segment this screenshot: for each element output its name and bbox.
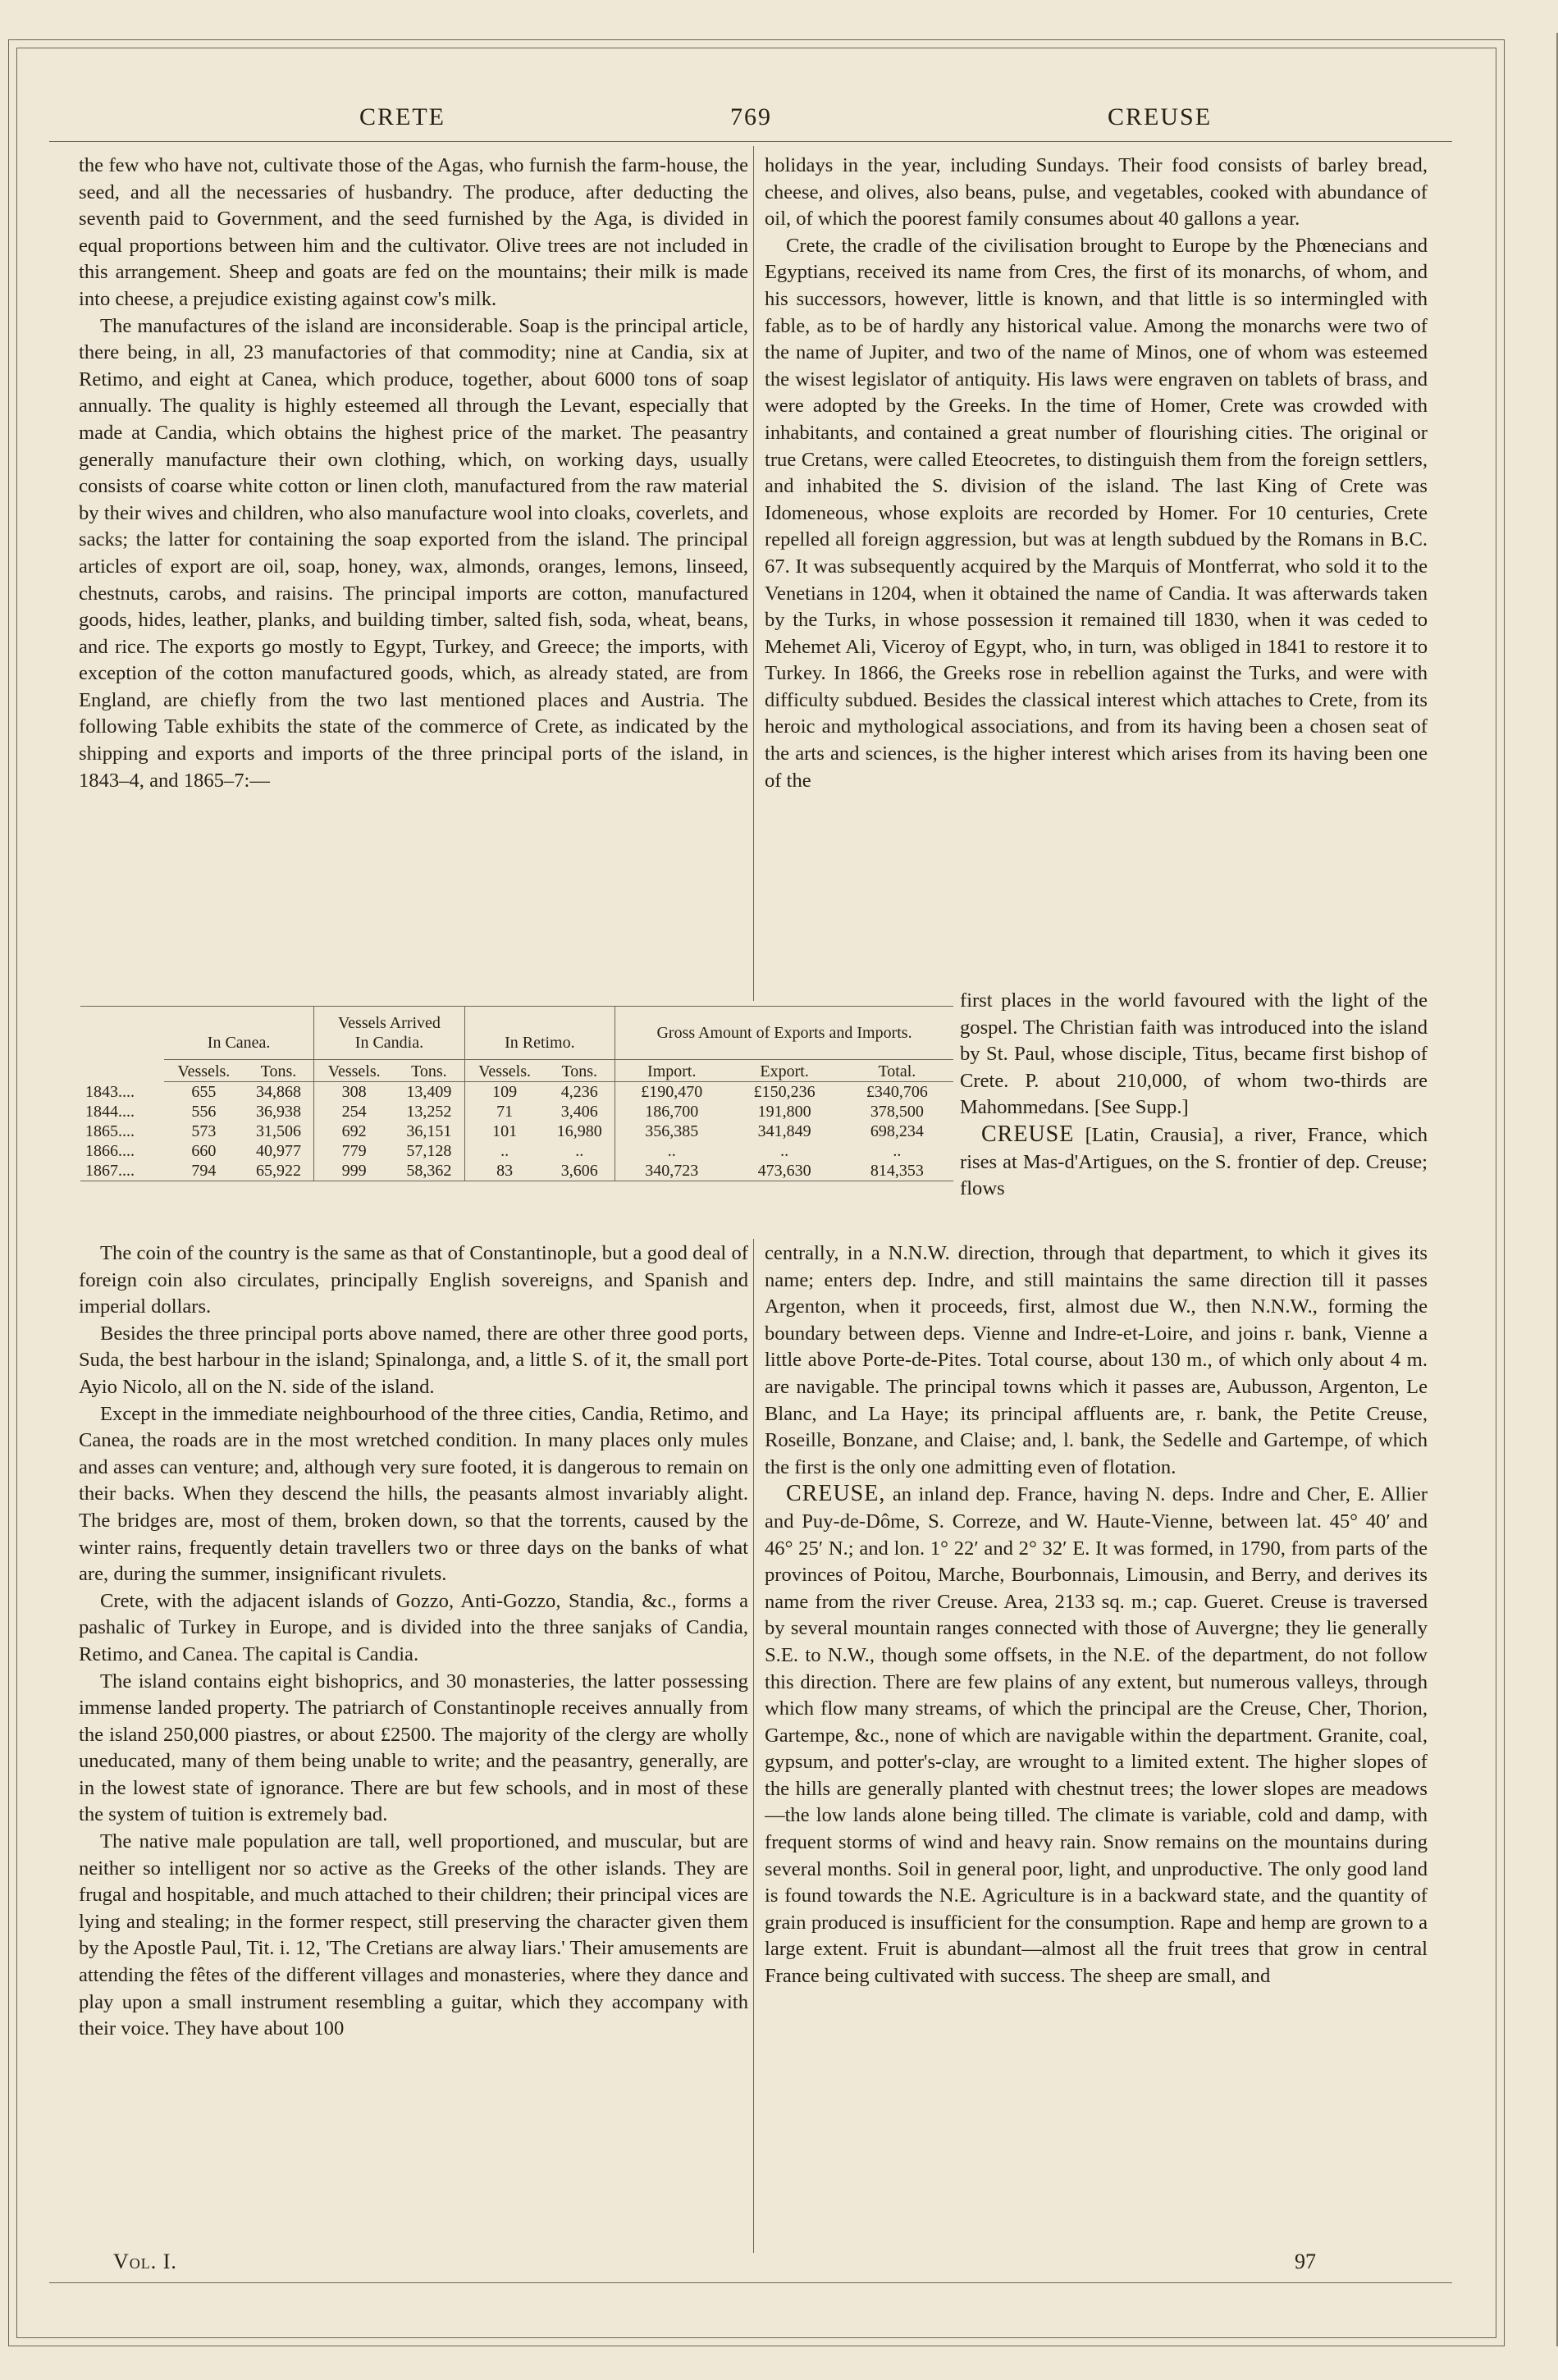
table-cell: 698,234 — [870, 1122, 924, 1140]
paragraph-agriculture: the few who have not, cultivate those of the Agas, who furnish the farm-house, the seed, and all the necessaries of husbandry. The produce, after deducting the seventh paid to Government, and the seed furnished by the Aga, is divided in equal proportions between him and the cultivator. Olive trees are not included in this arrangement. Sheep and goats are fed on the mountains; their milk is made into cheese, a prejudice existing against cow's milk. — [79, 154, 748, 310]
subhead: Export. — [729, 1060, 841, 1082]
subhead: Vessels. — [464, 1060, 544, 1082]
table-row — [80, 1121, 953, 1141]
table-cell: 814,353 — [841, 1161, 953, 1181]
commerce-table — [80, 1006, 953, 1181]
table-cell: 473,630 — [729, 1161, 841, 1181]
column-left-top — [79, 153, 748, 981]
table-cell: 556 — [191, 1103, 217, 1121]
table-cell: £150,236 — [753, 1083, 816, 1101]
table-cell: 341,849 — [757, 1122, 811, 1140]
table-cell: 3,606 — [545, 1161, 615, 1181]
table-cell: 3,406 — [560, 1103, 598, 1121]
table-cell: 13,252 — [406, 1103, 452, 1121]
table-cell: 1843.... — [85, 1082, 135, 1101]
table-cell: 65,922 — [244, 1161, 314, 1181]
subhead: Import. — [615, 1060, 729, 1082]
table-cell: .. — [893, 1142, 902, 1160]
table-cell: 692 — [314, 1121, 394, 1141]
table-cell: 109 — [464, 1082, 544, 1103]
table-cell: 101 — [464, 1121, 544, 1141]
table-cell: 573 — [191, 1122, 217, 1140]
table-cell: 71 — [464, 1102, 544, 1121]
table-cell: 40,977 — [255, 1142, 301, 1160]
subhead: Tons. — [244, 1060, 314, 1082]
table-cell: 378,500 — [870, 1103, 924, 1121]
table-cell: 660 — [191, 1142, 217, 1160]
gross-amount-header: Gross Amount of Exports and Imports. — [615, 1007, 953, 1060]
entry-creuse-river — [960, 1121, 1428, 1203]
port-header-candia: Vessels Arrived In Candia. — [314, 1007, 464, 1060]
paragraph-ports: Besides the three principal ports above named, there are other three good ports, Suda, the best harbour in the island; Spinalonga, and, a little S. of it, the small port Ayio Nicolo, all on the N. side of the island. — [79, 1322, 748, 1398]
table-group-header — [80, 1007, 953, 1060]
footer-rule — [49, 2282, 1452, 2283]
entry-creuse-dep — [765, 1481, 1428, 1989]
table-cell: 36,938 — [255, 1103, 301, 1121]
table-cell: 794 — [164, 1161, 244, 1181]
table-cell: 36,151 — [406, 1122, 452, 1140]
subhead: Tons. — [394, 1060, 464, 1082]
table-cell: 254 — [314, 1102, 394, 1121]
table-cell: .. — [575, 1142, 584, 1160]
table-cell: £190,470 — [615, 1082, 729, 1103]
paragraph-creuse-course: centrally, in a N.N.W. direction, through that department, to which it gives its name; enters dep. Indre, and still maintains the same direction till it passes Argenton, when it proceeds, first, almost due W., then N.N.W., forming the boundary between deps. Vienne and Indre-et-Loire, and joins r. bank, Vienne a little above Porte-de-Pites. Total course, about 130 m., of which only about 4 m. are navigable. The principal towns which it passes are, Aubusson, Argenton, Le Blanc, and La Haye; its principal affluents are, r. bank, the Petite Creuse, Roseille, Bonzane, and Claise; and, l. bank, the Sedelle and Gartempe, of which the first is the only one admitting even of flotation. — [765, 1242, 1428, 1478]
paragraph-history: Crete, the cradle of the civilisation brought to Europe by the Phœnecians and Egyptians, received its name from Cres, the first of its monarchs, of whom, and his successors, however, little is known, and that little is so intermingled with fable, as to be of hardly any historical value. Among the monarchs were two of the name of Jupiter, and two of the name of Minos, one of whom was esteemed the wisest legislator of antiquity. His laws were engraven on tablets of brass, and were adopted by the Greeks. In the time of Homer, Crete was crowded with inhabitants, and contained a great number of flourishing cities. The original or true Cretans, were called Eteocretes, to distinguish them from the foreign settlers, and inhabited the S. division of the island. The last King of Crete was Idomeneous, whose exploits are recorded by Homer. For 10 centuries, Crete repelled all foreign aggression, but was at length subdued by the Romans in B.C. 67. It was subsequently acquired by the Marquis of Montferrat, who sold it to the Venetians in 1204, when it obtained the name of Candia. It was afterwards taken by the Turks, in whose possession it remained till 1830, when it was ceded to Mehemet Ali, Viceroy of Egypt, who, in turn, was obliged in 1841 to restore it to Turkey. In 1866, the Greeks rose in rebellion against the Turks, and were with difficulty subdued. Besides the classical interest which attaches to Crete, from its heroic and mythological associations, and from its having been a chosen seat of the arts and sciences, is the higher interest which arises from its having been one of the — [765, 234, 1428, 792]
table-cell: 57,128 — [406, 1142, 452, 1160]
table-cell: .. — [780, 1142, 789, 1160]
table-row — [80, 1082, 953, 1103]
table-cell: 34,868 — [255, 1083, 301, 1101]
table-cell: 779 — [314, 1141, 394, 1161]
subhead: Tons. — [545, 1060, 615, 1082]
paragraph-pashalic: Crete, with the adjacent islands of Gozzo, Anti-Gozzo, Standia, &c., forms a pashalic of Turkey in Europe, and is divided into the three sanjaks of Candia, Retimo, and Canea. The capital is Candia. — [79, 1589, 748, 1665]
subhead: Vessels. — [164, 1060, 244, 1082]
table-cell: 186,700 — [615, 1102, 729, 1121]
port-header-retimo: In Retimo. — [464, 1007, 615, 1060]
column-right-bottom — [765, 1240, 1428, 2250]
creuse-river-text: [Latin, Crausia], a river, France, which rises at Mas-d'Artigues, on the S. frontier of dep. Creuse; flows — [960, 1123, 1428, 1200]
table-row — [80, 1161, 953, 1181]
table-cell: 4,236 — [560, 1083, 598, 1101]
paragraph-holidays: holidays in the year, including Sundays. Their food consists of barley bread, cheese, and olives, also beans, pulse, and vegetables, cooked with abundance of oil, of which the poorest family consumes about 40 gallons a year. — [765, 154, 1428, 231]
column-right-wrap — [960, 988, 1428, 1259]
table-cell: 999 — [314, 1161, 394, 1181]
creuse-dep-text: an inland dep. France, having N. deps. Indre and Cher, E. Allier and Puy-de-Dôme, S. Correze, and W. Haute-Vienne, between lat. 45° 40′ and 46° 25′ N.; and lon. 1° 22′ and 2° 32′ E. It was formed, in 1790, from parts of the provinces of Poitou, Marche, Bourbonnais, Limousin, and Berry, and derives its name from the river Creuse. Area, 2133 sq. m.; cap. Gueret. Creuse is traversed by several mountain ranges connected with those of Auvergne; they lie generally S.E. to N.W., though some offsets, in the N.E. of the department, do not follow this direction. There are few plains of any extent, but numerous valleys, through which flow many streams, of which the principal are the Creuse, Cher, Thorion, Gartempe, &c., none of which are navigable within the department. Granite, coal, gypsum, and potter's-clay, are wrought to a limited extent. The higher slopes of the hills are generally planted with chestnut trees; the lower slopes are meadows—the low lands alone being tilled. The climate is variable, cold and damp, with frequent storms of wind and heavy rain. Snow remains on the mountains during several months. Soil in general poor, light, and unproductive. The only good land is found towards the N.E. Agriculture is in a backward state, and the quantity of grain produced is insufficient for the consumption. Rape and hemp are grown to a large extent. Fruit is abundant—almost all the fruit trees that grow in central France being cultivated with success. The sheep are small, and — [765, 1483, 1428, 1988]
paragraph-manufactures: The manufactures of the island are inconsiderable. Soap is the principal article, there being, in all, 23 manufactories of that commodity; nine at Candia, six at Retimo, and eight at Canea, which produce, together, about 6000 tons of soap annually. The quality is highly esteemed all through the Levant, especially that made at Candia, which obtains the highest price of the market. The peasantry generally manufacture their own clothing, which, on working days, usually consists of coarse white cotton or linen cloth, manufactured from the raw material by their wives and children, who also manufacture wool into cloaks, coverlets, and sacks; the latter for containing the soap exported from the island. The principal articles of export are oil, soap, honey, wax, almonds, oranges, lemons, linseed, chestnuts, carobs, and raisins. The principal imports are cotton, manufactured goods, hides, leather, planks, and building timber, salted fish, soda, wheat, beans, and rice. The exports go mostly to Egypt, Turkey, and Greece; the imports, with exception of the cotton manufactured goods, which, as already stated, are from England, are chiefly from the two last mentioned places and Austria. The following Table exhibits the state of the commerce of Crete, as indicated by the shipping and exports and imports of the three principal ports of the island, in 1843–4, and 1865–7:— — [79, 314, 748, 792]
paragraph-roads: Except in the immediate neighbourhood of the three cities, Candia, Retimo, and Canea, the roads are in the most wretched condition. In many places only mules and asses can venture; and, although very sure footed, it is dangerous to remain on their backs. When they descend the hills, the peasants almost invariably alight. The bridges are, most of them, broken down, so that the torrents, caused by the winter rains, frequently detain travellers two or three days on the banks of what are, during the summer, insignificant rivulets. — [79, 1402, 748, 1586]
table-cell: 83 — [464, 1161, 544, 1181]
volume-signature: Vol. I. — [113, 2250, 177, 2273]
table-cell: 13,409 — [406, 1083, 452, 1101]
table-cell: 340,723 — [615, 1161, 729, 1181]
page-number: 769 — [730, 103, 772, 130]
table-cell: 1867.... — [80, 1161, 164, 1181]
table-cell: 1844.... — [85, 1103, 135, 1121]
table-cell: 191,800 — [757, 1103, 811, 1121]
column-rule-bottom — [753, 1239, 754, 2253]
paragraph-coin: The coin of the country is the same as that of Constantinople, but a good deal of foreign coin also circulates, principally English sovereigns, and Spanish and imperial dollars. — [79, 1242, 748, 1318]
headword-creuse-river: CREUSE — [981, 1121, 1075, 1147]
table-cell: .. — [615, 1141, 729, 1161]
table-cell: 308 — [314, 1082, 394, 1103]
header-left-word: CRETE — [359, 103, 445, 130]
table-row — [80, 1102, 953, 1121]
running-header — [49, 103, 1452, 144]
table-cell: 1865.... — [85, 1122, 135, 1140]
table-row — [80, 1141, 953, 1161]
vessels-arrived-header: Vessels Arrived — [337, 1014, 441, 1032]
paragraph-population: The native male population are tall, well proportioned, and muscular, but are neither so intelligent nor so active as the Greeks of the other islands. They are frugal and hospitable, and much attached to their children; their principal vices are lying and stealing; in the former respect, still preserving the character given them by the Apostle Paul, Tit. i. 12, 'The Cretians are alway liars.' Their amusements are attending the fêtes of the different villages and monasteries, where they dance and play upon a small instrument resembling a guitar, which they accompany with their voice. They have about 100 — [79, 1830, 748, 2040]
column-left-bottom — [79, 1240, 748, 2250]
paragraph-bishoprics: The island contains eight bishoprics, and 30 monasteries, the latter possessing immense landed property. The patriarch of Constantinople receives annually from the island 250,000 piastres, or about £2500. The majority of the clergy are wholly uneducated, many of them being unable to write; and the peasantry, generally, are in the lowest state of ignorance. There are but few schools, and in most of these the system of tuition is extremely bad. — [79, 1670, 748, 1826]
table-subheader — [80, 1060, 953, 1082]
column-right-top — [765, 153, 1428, 1001]
header-right-word: CREUSE — [1108, 103, 1213, 130]
table-cell: £340,706 — [866, 1083, 928, 1101]
table-cell: .. — [464, 1141, 544, 1161]
column-rule-top — [753, 146, 754, 1001]
subhead: Total. — [841, 1060, 953, 1082]
table-cell: 655 — [191, 1083, 217, 1101]
headword-creuse-dep: CREUSE, — [786, 1481, 886, 1507]
table-cell: 31,506 — [255, 1122, 301, 1140]
signature-number: 97 — [1295, 2250, 1316, 2273]
paragraph-gospel: first places in the world favoured with the light of the gospel. The Christian faith was introduced into the island by St. Paul, whose disciple, Titus, became first bishop of Crete. P. about 210,000, of whom two-thirds are Mahommedans. [See Supp.] — [960, 989, 1428, 1119]
table-cell: 1866.... — [85, 1142, 135, 1160]
table-cell: 356,385 — [615, 1121, 729, 1141]
subhead: Vessels. — [314, 1060, 394, 1082]
port-header-canea: In Canea. — [207, 1034, 271, 1052]
table-cell: 58,362 — [394, 1161, 464, 1181]
table-cell: 16,980 — [556, 1122, 602, 1140]
header-rule — [49, 141, 1452, 142]
